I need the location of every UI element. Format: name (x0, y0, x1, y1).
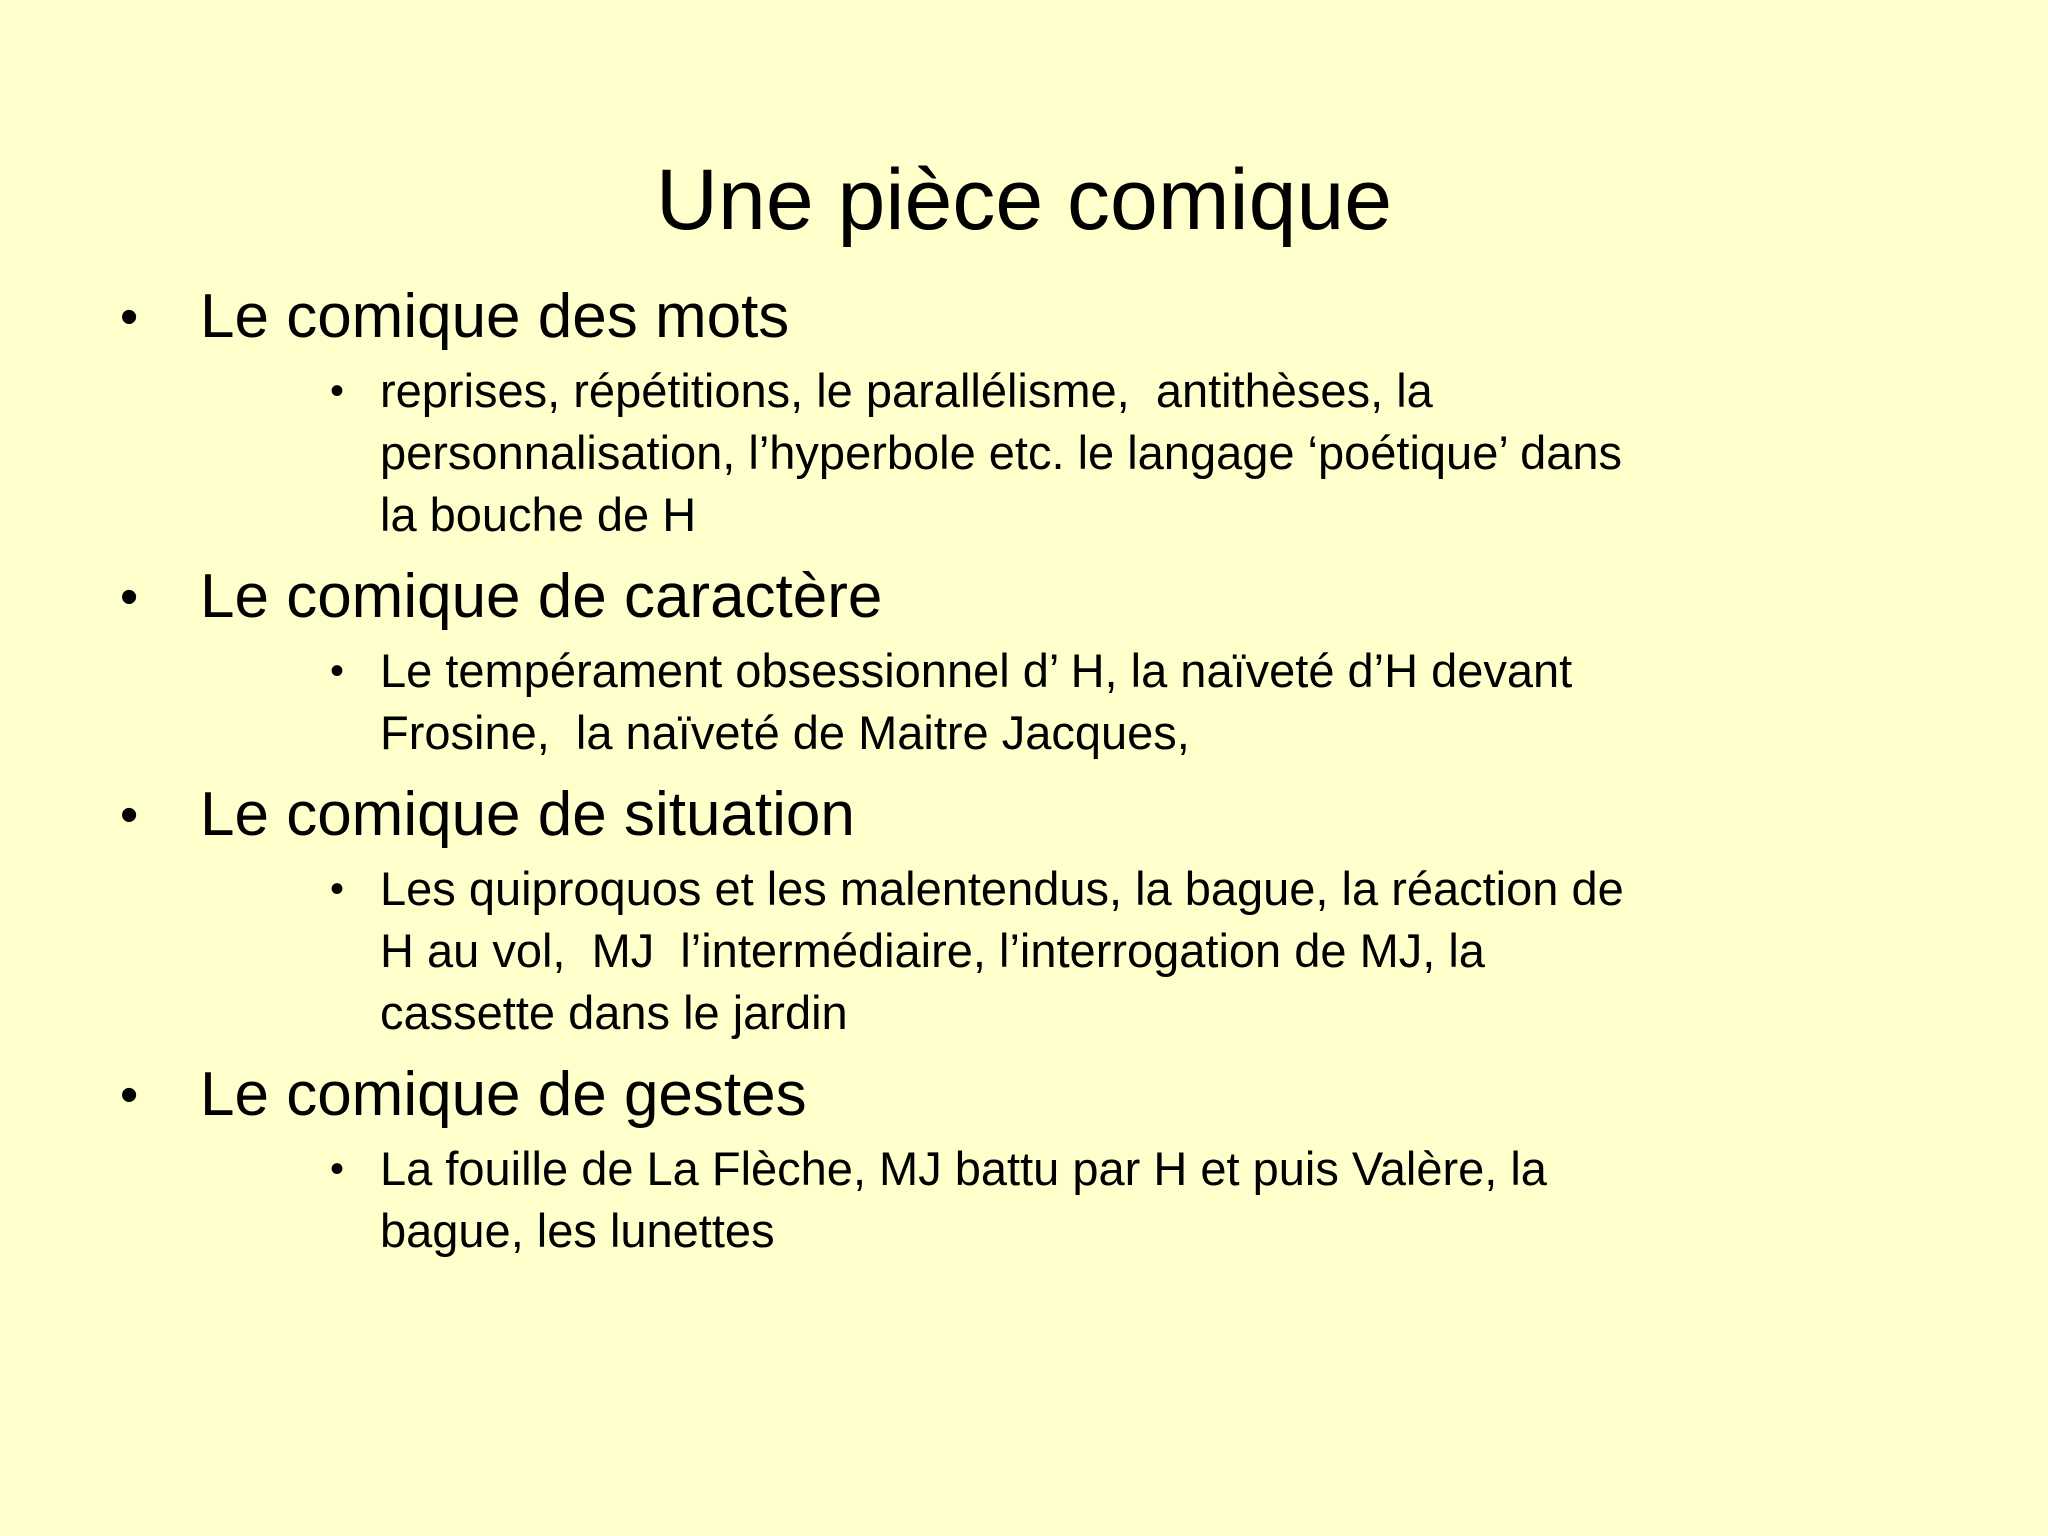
bullet-icon: • (120, 1066, 139, 1124)
heading-text: Le comique de situation (200, 780, 855, 849)
sub-bullet-line: bague, les lunettes (380, 1204, 775, 1257)
sub-bullet-line: la bouche de H (380, 488, 697, 541)
bullet-icon: • (120, 568, 139, 626)
sub-bullet-line: reprises, répétitions, le parallélisme, antithèses, la (380, 364, 1433, 417)
bullet-heading (120, 276, 1950, 358)
slide-title: Une pièce comique (655, 152, 1393, 248)
sub-bullet-line: Le tempérament obsessionnel d’ H, la naïveté d’H devant (380, 644, 1573, 697)
sub-bullet (330, 1138, 2020, 1262)
sub-bullet-icon: • (330, 1147, 345, 1191)
bullet-heading (120, 774, 1950, 856)
sub-bullet-icon: • (330, 369, 345, 413)
bullet-heading (120, 1054, 1950, 1136)
sub-bullet-line: H au vol, MJ l’intermédiaire, l’interrogation de MJ, la (380, 924, 1485, 977)
sub-bullet-line: Les quiproquos et les malentendus, la bague, la réaction de (380, 862, 1624, 915)
sub-bullet-line: Frosine, la naïveté de Maitre Jacques, (380, 706, 1190, 759)
section-gestes (120, 1054, 1950, 1262)
sub-bullet (330, 640, 2020, 764)
sub-bullet-line: La fouille de La Flèche, MJ battu par H et puis Valère, la (380, 1142, 1547, 1195)
sub-bullet-line: personnalisation, l’hyperbole etc. le langage ‘poétique’ dans (380, 426, 1623, 479)
sub-bullet-icon: • (330, 649, 345, 693)
bullet-icon: • (120, 288, 139, 346)
section-caractere (120, 556, 1950, 764)
sub-bullet (330, 360, 2020, 546)
bullet-heading (120, 556, 1950, 638)
section-situation (120, 774, 1950, 1044)
section-mots (120, 276, 1950, 546)
heading-text: Le comique des mots (200, 282, 790, 351)
heading-text: Le comique de caractère (200, 562, 883, 631)
sub-bullet (330, 858, 2020, 1044)
bullet-list (120, 276, 1950, 1272)
bullet-icon: • (120, 786, 139, 844)
sub-bullet-icon: • (330, 867, 345, 911)
heading-text: Le comique de gestes (200, 1060, 807, 1129)
sub-bullet-line: cassette dans le jardin (380, 986, 848, 1039)
